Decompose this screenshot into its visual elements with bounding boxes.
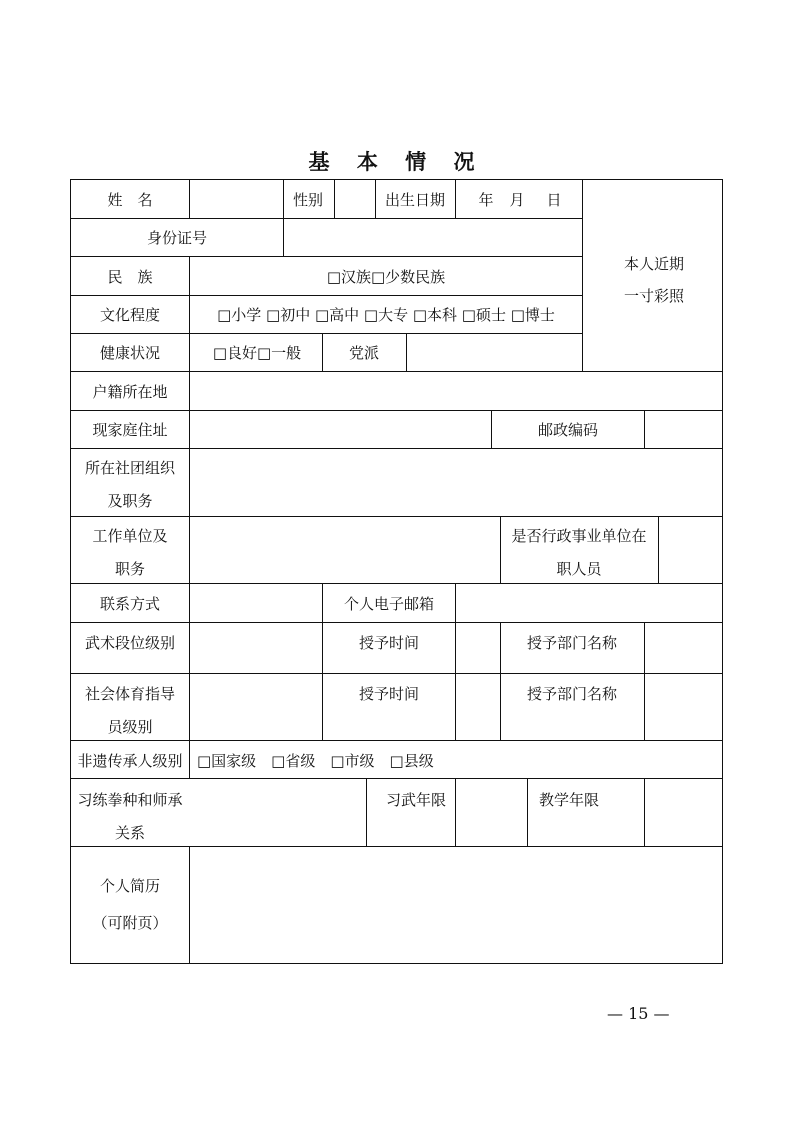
instructor-level-label-line1: 社会体育指导 [84, 685, 176, 703]
health-label: 健康状况 [99, 344, 161, 362]
work-unit-label-line2: 职务 [114, 560, 146, 578]
instructor-level-label-line2: 员级别 [107, 718, 153, 736]
boxing-style-label-line1: 习练拳种和师承 [77, 791, 183, 809]
day-label: 日 [546, 191, 562, 209]
gender-label: 性别 [292, 191, 324, 209]
birth-date-label: 出生日期 [384, 191, 446, 209]
organization-label-line1: 所在社团组织 [84, 459, 176, 477]
wushu-rank-label: 武术段位级别 [84, 634, 176, 652]
contact-label: 联系方式 [99, 595, 161, 613]
health-options[interactable]: □良好□一般 [212, 344, 302, 362]
heritage-level-options[interactable]: □国家级 □省级 □市级 □县级 [197, 752, 434, 770]
photo-label-line1: 本人近期 [623, 255, 685, 273]
resume-label-line1: 个人简历 [99, 877, 161, 895]
education-label: 文化程度 [99, 306, 161, 324]
name-label: 姓 名 [107, 191, 153, 209]
gov-employee-label-line1: 是否行政事业单位在 [511, 527, 647, 545]
grant-dept-label-2: 授予部门名称 [526, 685, 618, 703]
postal-code-label: 邮政编码 [537, 421, 599, 439]
resume-label-line2: （可附页） [92, 914, 168, 932]
education-options[interactable]: □小学 □初中 □高中 □大专 □本科 □硕士 □博士 [217, 306, 555, 324]
boxing-style-label-line2: 关系 [114, 824, 146, 842]
work-unit-label-line1: 工作单位及 [92, 527, 168, 545]
basic-info-form [70, 179, 723, 964]
grant-time-label-1: 授予时间 [358, 634, 420, 652]
party-label: 党派 [348, 344, 380, 362]
id-number-label: 身份证号 [146, 229, 208, 247]
home-address-label: 现家庭住址 [92, 421, 168, 439]
page-title: 基 本 情 况 [308, 149, 485, 174]
teaching-years-label: 教学年限 [538, 791, 600, 809]
gov-employee-label-line2: 职人员 [556, 560, 602, 578]
organization-label-line2: 及职务 [107, 492, 153, 510]
heritage-level-label: 非遗传承人级别 [77, 752, 183, 770]
grant-dept-label-1: 授予部门名称 [526, 634, 618, 652]
email-label: 个人电子邮箱 [343, 595, 435, 613]
ethnicity-label: 民 族 [107, 268, 153, 286]
grant-time-label-2: 授予时间 [358, 685, 420, 703]
page-number: — 15 — [607, 1004, 670, 1023]
practice-years-label: 习武年限 [385, 791, 447, 809]
month-label: 月 [509, 191, 525, 209]
photo-label-line2: 一寸彩照 [623, 287, 685, 305]
household-registration-label: 户籍所在地 [92, 383, 168, 401]
year-label: 年 [478, 191, 494, 209]
ethnicity-options[interactable]: □汉族□少数民族 [326, 268, 446, 286]
